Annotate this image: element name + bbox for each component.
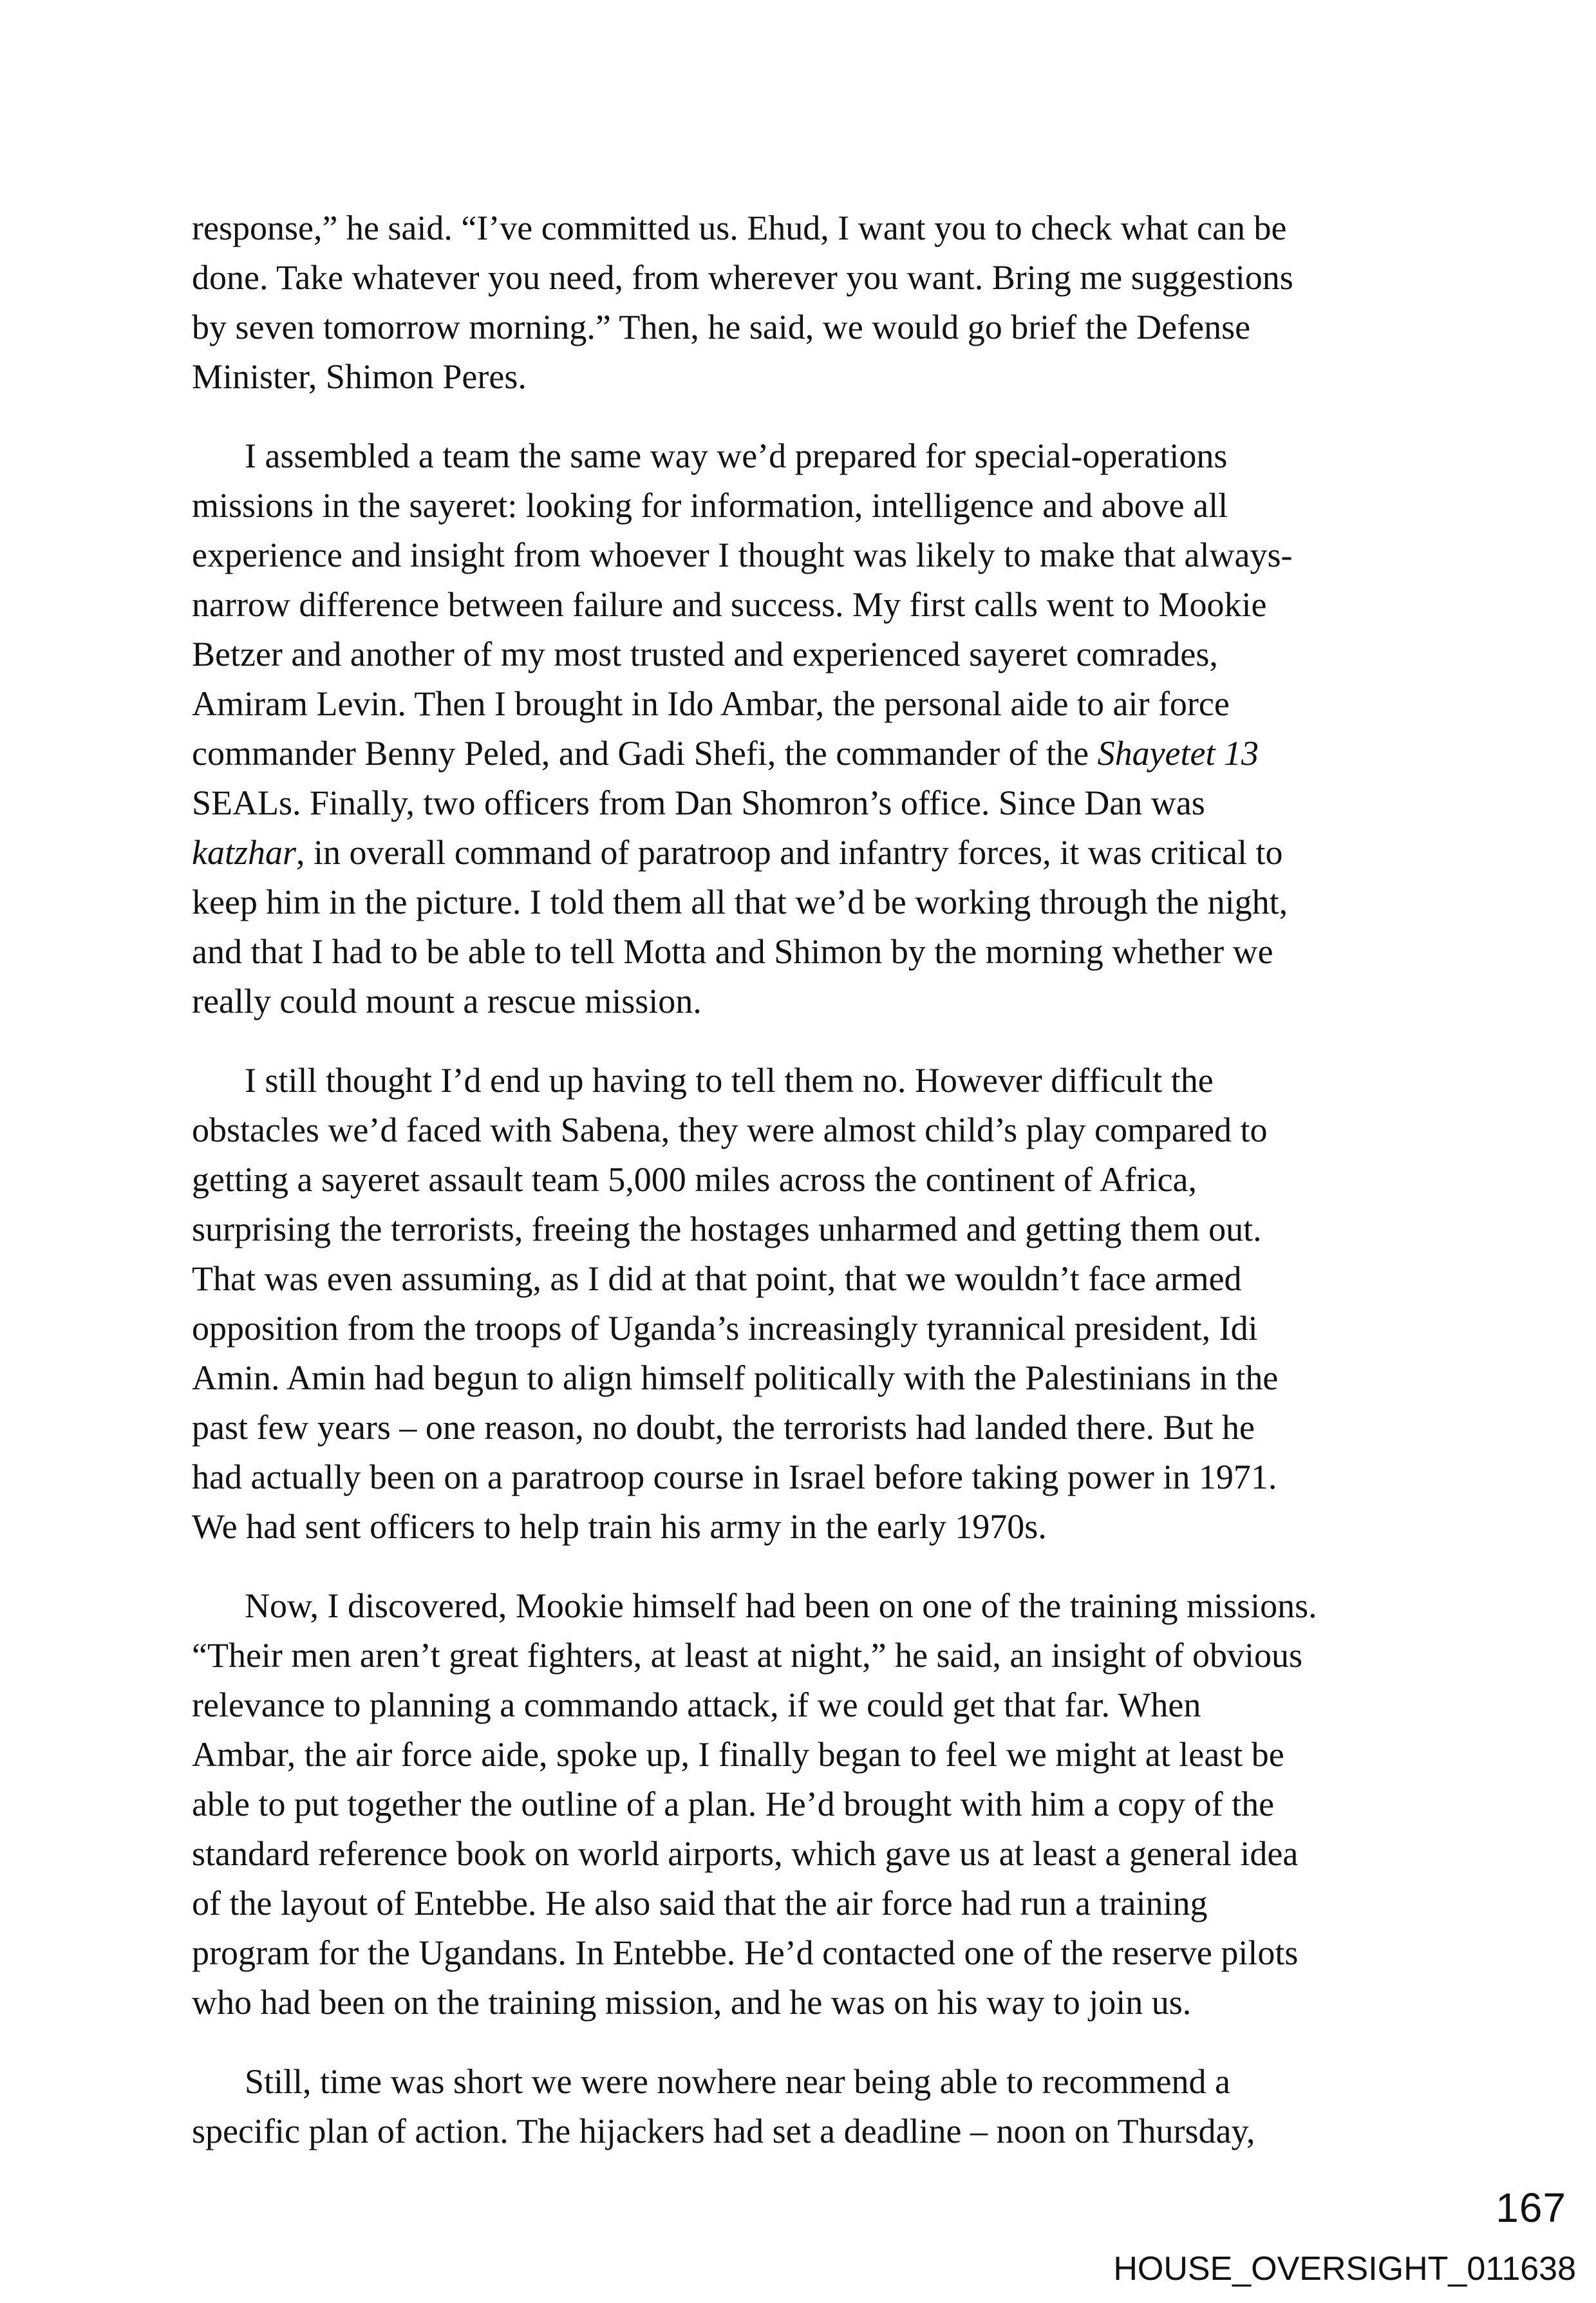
text-line: We had sent officers to help train his army in the early 1970s.: [192, 1507, 1047, 1546]
paragraph: [192, 203, 1429, 402]
text-line: That was even assuming, as I did at that point, that we wouldn’t face armed: [192, 1259, 1242, 1298]
text-line: “Their men aren’t great fighters, at least at night,” he said, an insight of obvious: [192, 1636, 1302, 1675]
text-line: Minister, Shimon Peres.: [192, 357, 527, 396]
text-line: by seven tomorrow morning.” Then, he said, we would go brief the Defense: [192, 308, 1251, 346]
text-line: Betzer and another of my most trusted and experienced sayeret comrades,: [192, 635, 1218, 673]
text-line: keep him in the picture. I told them all that we’d be working through the night,: [192, 883, 1288, 921]
text-line: narrow difference between failure and success. My first calls went to Mookie: [192, 585, 1267, 624]
text-line: relevance to planning a commando attack, if we could get that far. When: [192, 1686, 1201, 1724]
text-line: past few years – one reason, no doubt, the terrorists had landed there. But he: [192, 1408, 1255, 1447]
text-line: really could mount a rescue mission.: [192, 982, 702, 1020]
paragraph: [192, 1056, 1429, 1552]
body-text: [192, 203, 1429, 2156]
text-line: Now, I discovered, Mookie himself had been on one of the training missions.: [245, 1586, 1317, 1625]
paragraph: [192, 1581, 1429, 2027]
text-line: I assembled a team the same way we’d prepared for special-operations: [245, 437, 1228, 475]
text-line: Amin. Amin had begun to align himself politically with the Palestinians in the: [192, 1358, 1279, 1397]
text-line: program for the Ugandans. In Entebbe. He’d contacted one of the reserve pilots: [192, 1933, 1299, 1972]
text-line: commander Benny Peled, and Gadi Shefi, the commander of the Shayetet 13: [192, 734, 1259, 773]
text-line: Still, time was short we were nowhere near being able to recommend a: [245, 2062, 1230, 2101]
text-line: surprising the terrorists, freeing the hostages unharmed and getting them out.: [192, 1210, 1262, 1248]
paragraph: [192, 431, 1429, 1026]
text-line: katzhar, in overall command of paratroop and infantry forces, it was critical to: [192, 833, 1283, 872]
text-line: opposition from the troops of Uganda’s increasingly tyrannical president, Idi: [192, 1309, 1258, 1348]
text-line: missions in the sayeret: looking for information, intelligence and above all: [192, 486, 1228, 525]
text-line: able to put together the outline of a plan. He’d brought with him a copy of the: [192, 1785, 1275, 1823]
text-line: getting a sayeret assault team 5,000 miles across the continent of Africa,: [192, 1160, 1197, 1199]
text-line: done. Take whatever you need, from wherever you want. Bring me suggestions: [192, 258, 1293, 297]
text-line: SEALs. Finally, two officers from Dan Shomron’s office. Since Dan was: [192, 784, 1205, 822]
text-line: Amiram Levin. Then I brought in Ido Ambar, the personal aide to air force: [192, 684, 1230, 723]
text-line: response,” he said. “I’ve committed us. Ehud, I want you to check what can be: [192, 209, 1287, 247]
text-line: standard reference book on world airports, which gave us at least a general idea: [192, 1834, 1299, 1873]
text-line: Ambar, the air force aide, spoke up, I finally began to feel we might at least be: [192, 1735, 1284, 1774]
text-line: obstacles we’d faced with Sabena, they were almost child’s play compared to: [192, 1111, 1268, 1149]
text-line: and that I had to be able to tell Motta and Shimon by the morning whether we: [192, 932, 1273, 971]
paragraph: [192, 2057, 1429, 2156]
text-line: I still thought I’d end up having to tell them no. However difficult the: [245, 1061, 1214, 1100]
text-line: who had been on the training mission, and he was on his way to join us.: [192, 1983, 1192, 2022]
text-line: had actually been on a paratroop course in Israel before taking power in 1971.: [192, 1458, 1277, 1496]
text-line: of the layout of Entebbe. He also said that the air force had run a training: [192, 1884, 1208, 1922]
text-line: experience and insight from whoever I thought was likely to make that always-: [192, 536, 1293, 574]
text-line: specific plan of action. The hijackers had set a deadline – noon on Thursday,: [192, 2112, 1255, 2150]
bates-stamp: HOUSE_OVERSIGHT_011638: [1113, 2250, 1576, 2288]
page-number: 167: [1496, 2185, 1566, 2231]
